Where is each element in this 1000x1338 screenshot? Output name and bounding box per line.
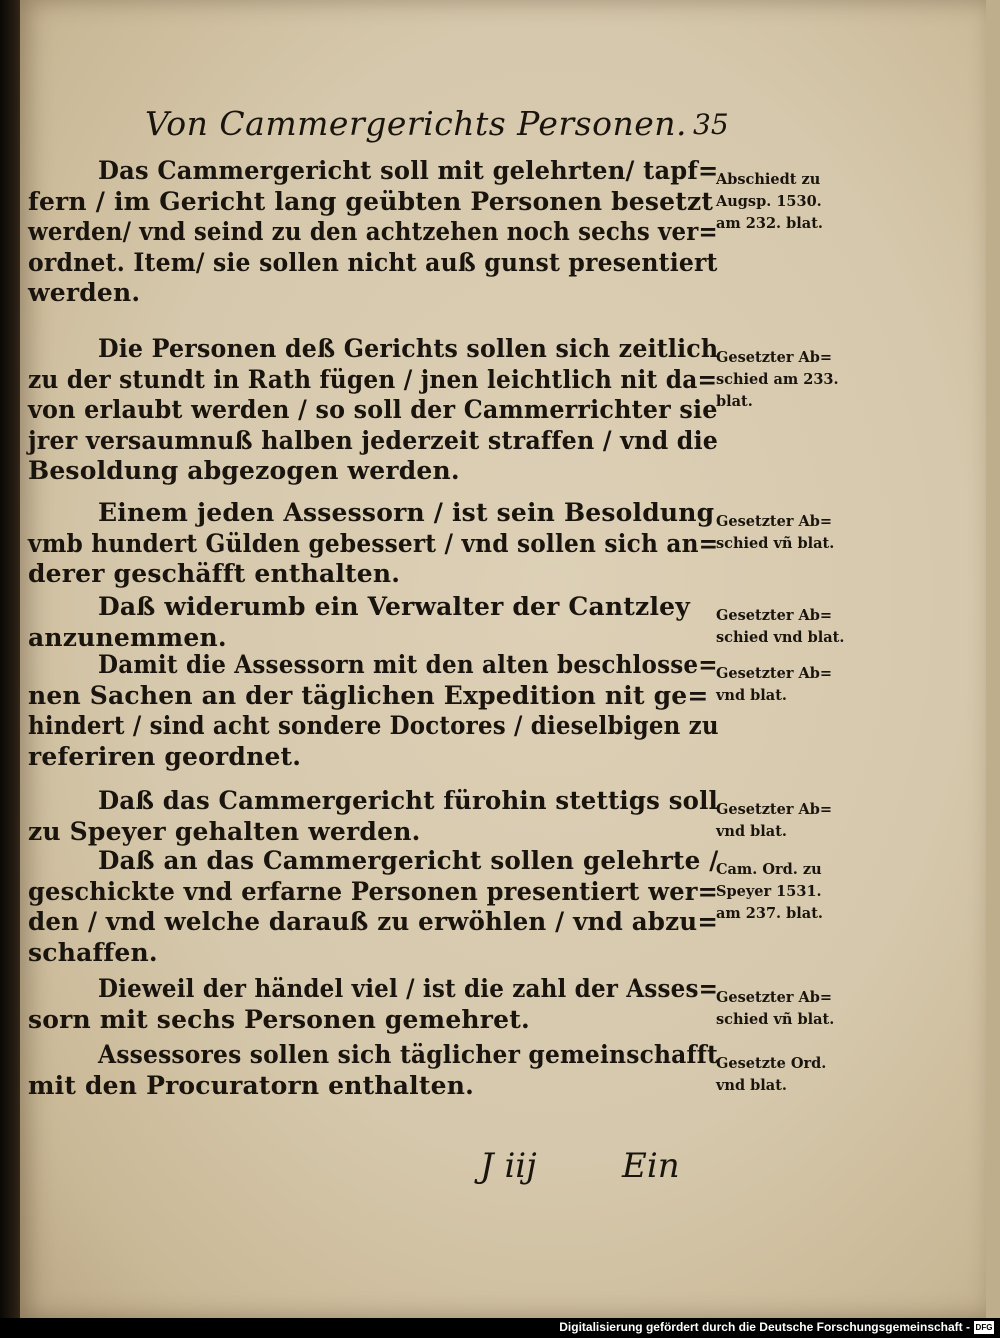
text-line: den / vnd welche darauß zu erwöhlen / vnd abzu=: [28, 907, 719, 936]
text-line: Besoldung abgezogen werden.: [28, 456, 460, 485]
catchword: Ein: [622, 1146, 680, 1186]
text-line: Assessores sollen sich täglicher gemeinschafft: [98, 1040, 718, 1069]
page-edge: [986, 0, 1000, 1318]
text-line: Dieweil der händel viel / ist die zahl der Asses=: [98, 974, 719, 1003]
text-line: nen Sachen an der täglichen Expedition nit ge=: [28, 680, 709, 710]
margin-note-line: schied vnd blat.: [716, 629, 845, 646]
text-line: zu Speyer gehalten werden.: [28, 816, 421, 846]
text-line: werden.: [28, 278, 141, 307]
text-line: Die Personen deß Gerichts sollen sich zeitlich: [98, 334, 719, 363]
text-line: geschickte vnd erfarne Personen presentiert wer=: [28, 876, 719, 906]
text-line: Das Cammergericht soll mit gelehrten/ tapf=: [98, 156, 719, 185]
margin-note-line: Abschiedt zu: [716, 171, 821, 188]
footer-credit-text: Digitalisierung gefördert durch die Deutsche Forschungsgemeinschaft -: [559, 1320, 970, 1334]
margin-note-line: Gesetzter Ab=: [716, 665, 833, 682]
margin-note-line: vnd blat.: [716, 823, 787, 840]
margin-note-line: Gesetzter Ab=: [716, 989, 833, 1006]
running-title: Von Cammergerichts Personen.: [145, 104, 687, 143]
margin-note-line: vnd blat.: [716, 687, 787, 704]
text-line: ordnet. Item/ sie sollen nicht auß gunst presentiert: [28, 247, 718, 277]
margin-note-line: am 232. blat.: [716, 215, 823, 232]
text-line: fern / im Gericht lang geübten Personen besetzt: [28, 186, 714, 216]
digitization-footer: [0, 1318, 1000, 1338]
text-line: Einem jeden Assessorn / ist sein Besoldung: [98, 498, 715, 527]
margin-note-line: schied am 233.: [716, 371, 839, 388]
margin-note-line: blat.: [716, 393, 753, 410]
text-line: anzunemmen.: [28, 622, 227, 652]
margin-note-line: Gesetzter Ab=: [716, 607, 833, 624]
margin-note-line: Speyer 1531.: [716, 883, 822, 900]
margin-note-line: am 237. blat.: [716, 905, 823, 922]
text-line: von erlaubt werden / so soll der Cammerrichter sie: [28, 395, 718, 424]
text-line: referiren geordnet.: [28, 741, 302, 771]
margin-note-line: Gesetzte Ord.: [716, 1055, 827, 1072]
margin-note-line: schied vñ blat.: [716, 1011, 835, 1028]
text-line: derer geschäfft enthalten.: [28, 559, 401, 588]
text-line: schaffen.: [28, 937, 158, 967]
margin-note-line: Gesetzter Ab=: [716, 513, 833, 530]
margin-note-line: schied vñ blat.: [716, 535, 835, 552]
margin-note-line: Augsp. 1530.: [716, 193, 822, 210]
page-header: [145, 104, 745, 148]
signature-mark: J iij: [480, 1146, 537, 1186]
margin-note-line: Gesetzter Ab=: [716, 801, 833, 818]
dfg-logo: DFG: [975, 1323, 993, 1332]
margin-note-line: Cam. Ord. zu: [716, 861, 822, 878]
page-number: 35: [693, 108, 729, 141]
text-line: hindert / sind acht sondere Doctores / dieselbigen zu: [28, 711, 719, 740]
text-line: Daß an das Cammergericht sollen gelehrte /: [98, 846, 719, 875]
text-line: Daß widerumb ein Verwalter der Cantzley: [98, 592, 690, 621]
margin-note-line: vnd blat.: [716, 1077, 787, 1094]
text-line: Damit die Assessorn mit den alten beschlosse=: [98, 650, 718, 679]
text-line: zu der stundt in Rath fügen / jnen leichtlich nit da=: [28, 364, 718, 394]
text-line: Daß das Cammergericht fürohin stettigs soll: [98, 786, 718, 815]
text-line: sorn mit sechs Personen gemehret.: [28, 1004, 530, 1034]
margin-note-line: Gesetzter Ab=: [716, 349, 833, 366]
text-line: werden/ vnd seind zu den achtzehen noch sechs ver=: [28, 217, 718, 246]
text-line: jrer versaumnuß halben jederzeit straffen / vnd die: [28, 425, 719, 455]
text-line: mit den Procuratorn enthalten.: [28, 1070, 474, 1100]
text-line: vmb hundert Gülden gebessert / vnd sollen sich an=: [28, 528, 719, 558]
